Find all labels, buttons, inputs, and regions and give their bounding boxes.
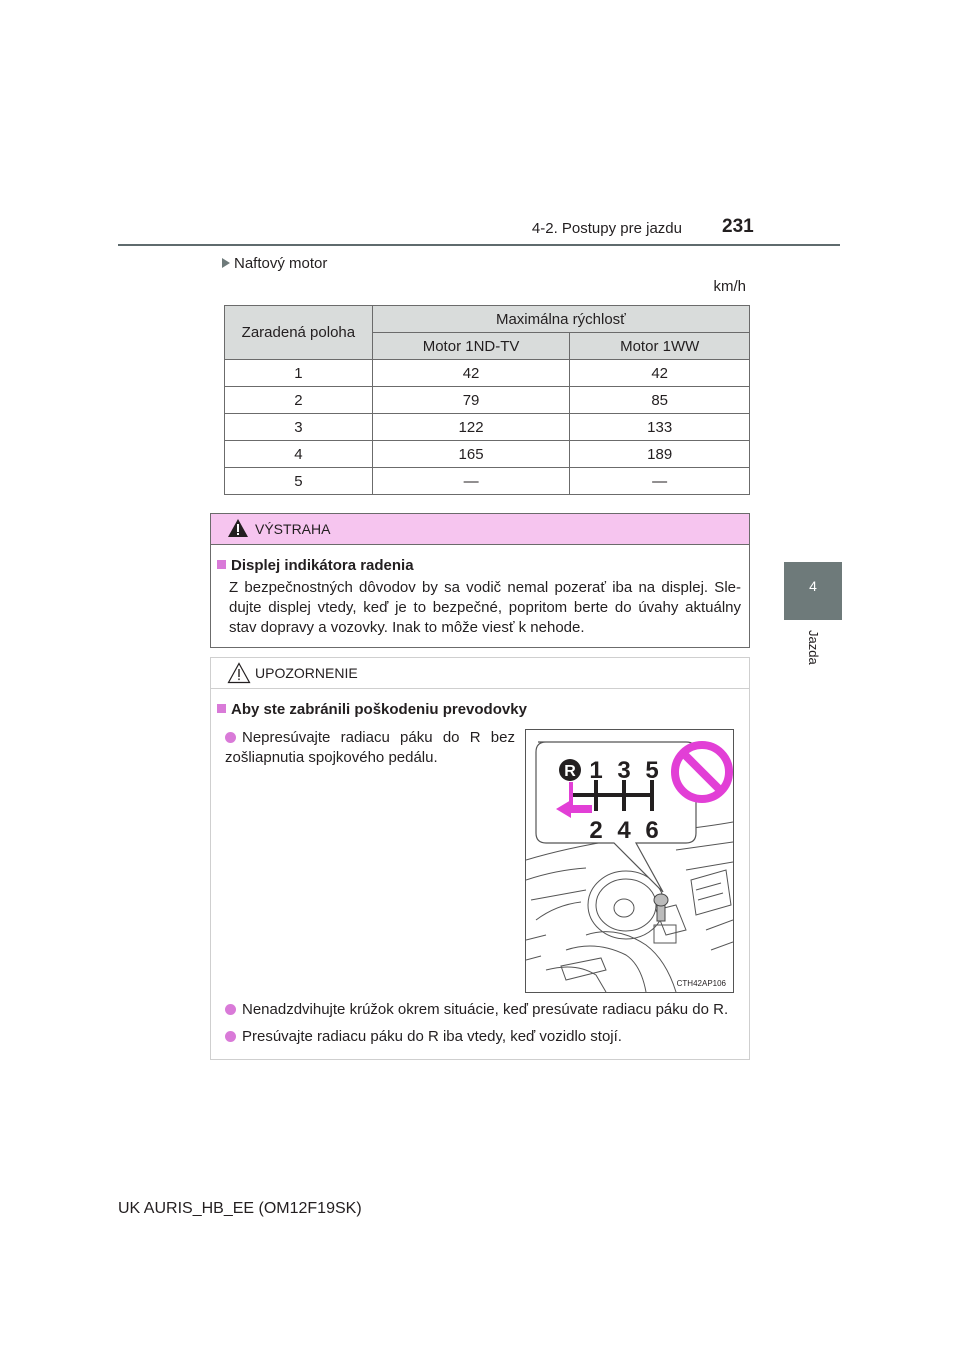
caution-label: UPOZORNENIE [255, 665, 358, 681]
prohibition-icon [675, 745, 729, 799]
caution-header [211, 658, 749, 689]
gear-label-3: 3 [617, 757, 631, 784]
round-bullet-icon [225, 732, 236, 743]
cell-speed-b: 189 [570, 441, 750, 468]
cell-speed-b: — [570, 468, 750, 495]
warning-label: VÝSTRAHA [255, 521, 331, 537]
warning-triangle-icon [227, 518, 249, 538]
cell-gear: 1 [225, 360, 373, 387]
subheading-text: Naftový motor [234, 255, 328, 272]
triangle-bullet-icon [222, 258, 230, 268]
unit-label: km/h [713, 278, 746, 295]
reverse-label: R [564, 763, 576, 780]
gear-label-6: 6 [645, 817, 659, 844]
gearshift-diagram [526, 730, 733, 992]
gear-label-2: 2 [589, 817, 603, 844]
cell-speed-a: 165 [372, 441, 570, 468]
square-bullet-icon [217, 704, 226, 713]
footer-model-code: UK AURIS_HB_EE (OM12F19SK) [118, 1200, 362, 1217]
cell-speed-a: — [372, 468, 570, 495]
table-row [225, 441, 750, 468]
header-position: Zaradená poloha [225, 306, 373, 360]
caution-triangle-icon [227, 662, 251, 684]
cell-gear: 4 [225, 441, 373, 468]
gear-label-4: 4 [617, 817, 631, 844]
warning-header [211, 514, 749, 545]
gear-shift-illustration [525, 729, 734, 993]
cell-speed-b: 85 [570, 387, 750, 414]
cell-gear: 3 [225, 414, 373, 441]
round-bullet-icon [225, 1004, 236, 1015]
chapter-tab: 4 [784, 562, 842, 620]
header-rule [118, 244, 840, 246]
cell-speed-a: 122 [372, 414, 570, 441]
warning-title: Displej indikátora radenia [217, 557, 414, 574]
speed-table [224, 305, 750, 495]
cell-speed-a: 42 [372, 360, 570, 387]
caution-title: Aby ste zabránili poškodeniu prevodovky [217, 701, 527, 718]
cell-gear: 5 [225, 468, 373, 495]
gear-label-5: 5 [645, 757, 659, 784]
warning-body: Z bezpečnostných dôvodov by sa vodič nemal pozerať iba na displej. Sle-dujte displej vtedy, keď je to bezpečné, popritom berte do úvahy aktuálny stav dopravy a vozovky. Inak to môže viesť k nehode. [229, 579, 741, 636]
cell-speed-b: 133 [570, 414, 750, 441]
table-row [225, 360, 750, 387]
illustration-code: CTH42AP106 [676, 979, 726, 988]
cell-speed-b: 42 [570, 360, 750, 387]
table-row [225, 414, 750, 441]
cell-speed-a: 79 [372, 387, 570, 414]
header-max-speed: Maximálna rýchlosť [372, 306, 749, 333]
table-row [225, 468, 750, 495]
section-title: 4-2. Postupy pre jazdu [531, 220, 682, 237]
warning-box [210, 513, 750, 648]
chapter-label: Jazda [806, 630, 821, 665]
caution-item: Nenadzdvihujte krúžok okrem situácie, keď presúvate radiacu páku do R. [225, 1001, 728, 1018]
gear-label-1: 1 [589, 757, 603, 784]
header-engine-b: Motor 1WW [570, 333, 750, 360]
round-bullet-icon [225, 1031, 236, 1042]
caution-item: Nepresúvajte radiacu páku do R bez zošliapnutia spojkového pedálu. [225, 729, 515, 766]
square-bullet-icon [217, 560, 226, 569]
page-number: 231 [722, 216, 754, 237]
cell-gear: 2 [225, 387, 373, 414]
caution-item: Presúvajte radiacu páku do R iba vtedy, keď vozidlo stojí. [225, 1028, 622, 1045]
subheading [222, 255, 327, 272]
table-row [225, 387, 750, 414]
header-engine-a: Motor 1ND-TV [372, 333, 570, 360]
